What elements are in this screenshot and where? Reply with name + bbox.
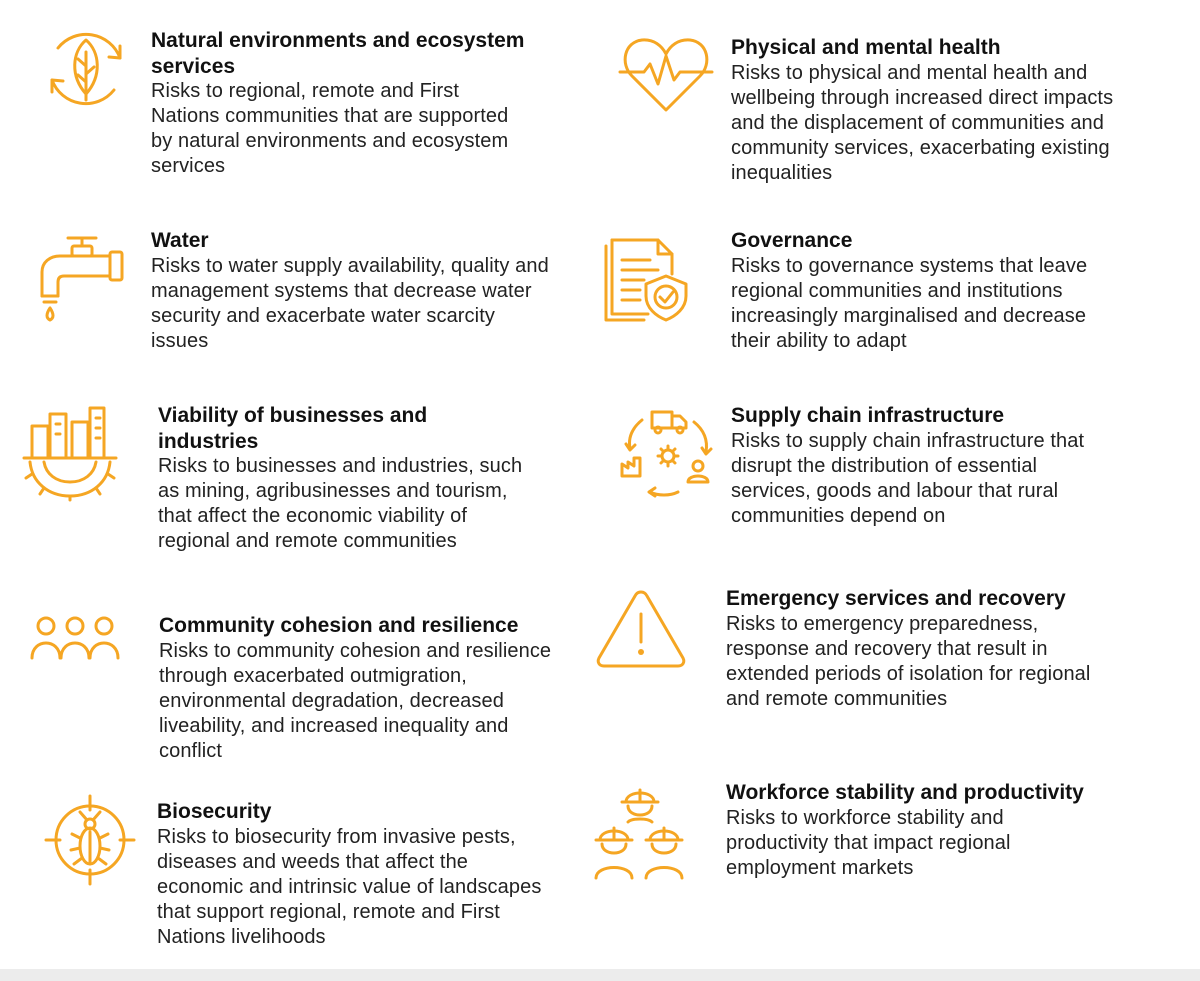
item-title: Supply chain infrastructure [731, 404, 1005, 427]
item-title: Biosecurity [157, 800, 272, 823]
item-description: Risks to community cohesion and resilience through exacerbated outmigration, environmental degradation, decreased liveability, and increased inequality and conflict [159, 639, 552, 762]
item-title: Workforce stability and productivity [726, 781, 1084, 804]
item-title: Viability of businesses and industries [158, 404, 428, 453]
item-title: Governance [731, 229, 853, 252]
item-title: Natural environments and ecosystem services [151, 29, 525, 78]
item-description: Risks to biosecurity from invasive pests, diseases and weeds that affect the economic and intrinsic value of landscapes that support regional, remote and First Nations livelihoods [157, 825, 542, 948]
item-description: Risks to physical and mental health and wellbeing through increased direct impacts and the displacement of communities and community services, exacerbating existing inequalities [731, 61, 1114, 184]
item-description: Risks to supply chain infrastructure that disrupt the distribution of essential services, goods and labour that rural communities depend on [731, 429, 1085, 527]
item-description: Risks to businesses and industries, such as mining, agribusinesses and tourism, that affect the economic viability of regional and remote communities [158, 455, 523, 552]
water-tap-icon [38, 232, 130, 324]
item-description: Risks to workforce stability and productivity that impact regional employment markets [726, 806, 1011, 879]
supply-chain-cycle-icon [618, 406, 714, 498]
warning-triangle-icon [595, 588, 687, 670]
item-description: Risks to emergency preparedness, response and recovery that result in extended periods of isolation for regional and remote communities [726, 612, 1091, 710]
item-description: Risks to water supply availability, quality and management systems that decrease water security and exacerbate water scarcity issues [151, 254, 549, 352]
governance-document-shield-icon [600, 230, 690, 322]
footer-band [0, 969, 1200, 981]
community-people-icon [30, 614, 120, 664]
city-gear-icon [22, 404, 118, 500]
workers-hardhat-icon [596, 782, 686, 882]
pest-target-icon [44, 794, 136, 886]
leaf-cycle-icon [40, 26, 132, 112]
item-title: Community cohesion and resilience [159, 614, 519, 637]
item-description: Risks to regional, remote and First Nations communities that are supported by natural environments and ecosystem services [151, 80, 509, 177]
item-title: Emergency services and recovery [726, 587, 1066, 610]
item-title: Water [151, 229, 209, 252]
item-title: Physical and mental health [731, 36, 1001, 59]
heart-pulse-icon [618, 34, 714, 114]
item-description: Risks to governance systems that leave regional communities and institutions increasingly marginalised and decrease their ability to adapt [731, 254, 1088, 352]
